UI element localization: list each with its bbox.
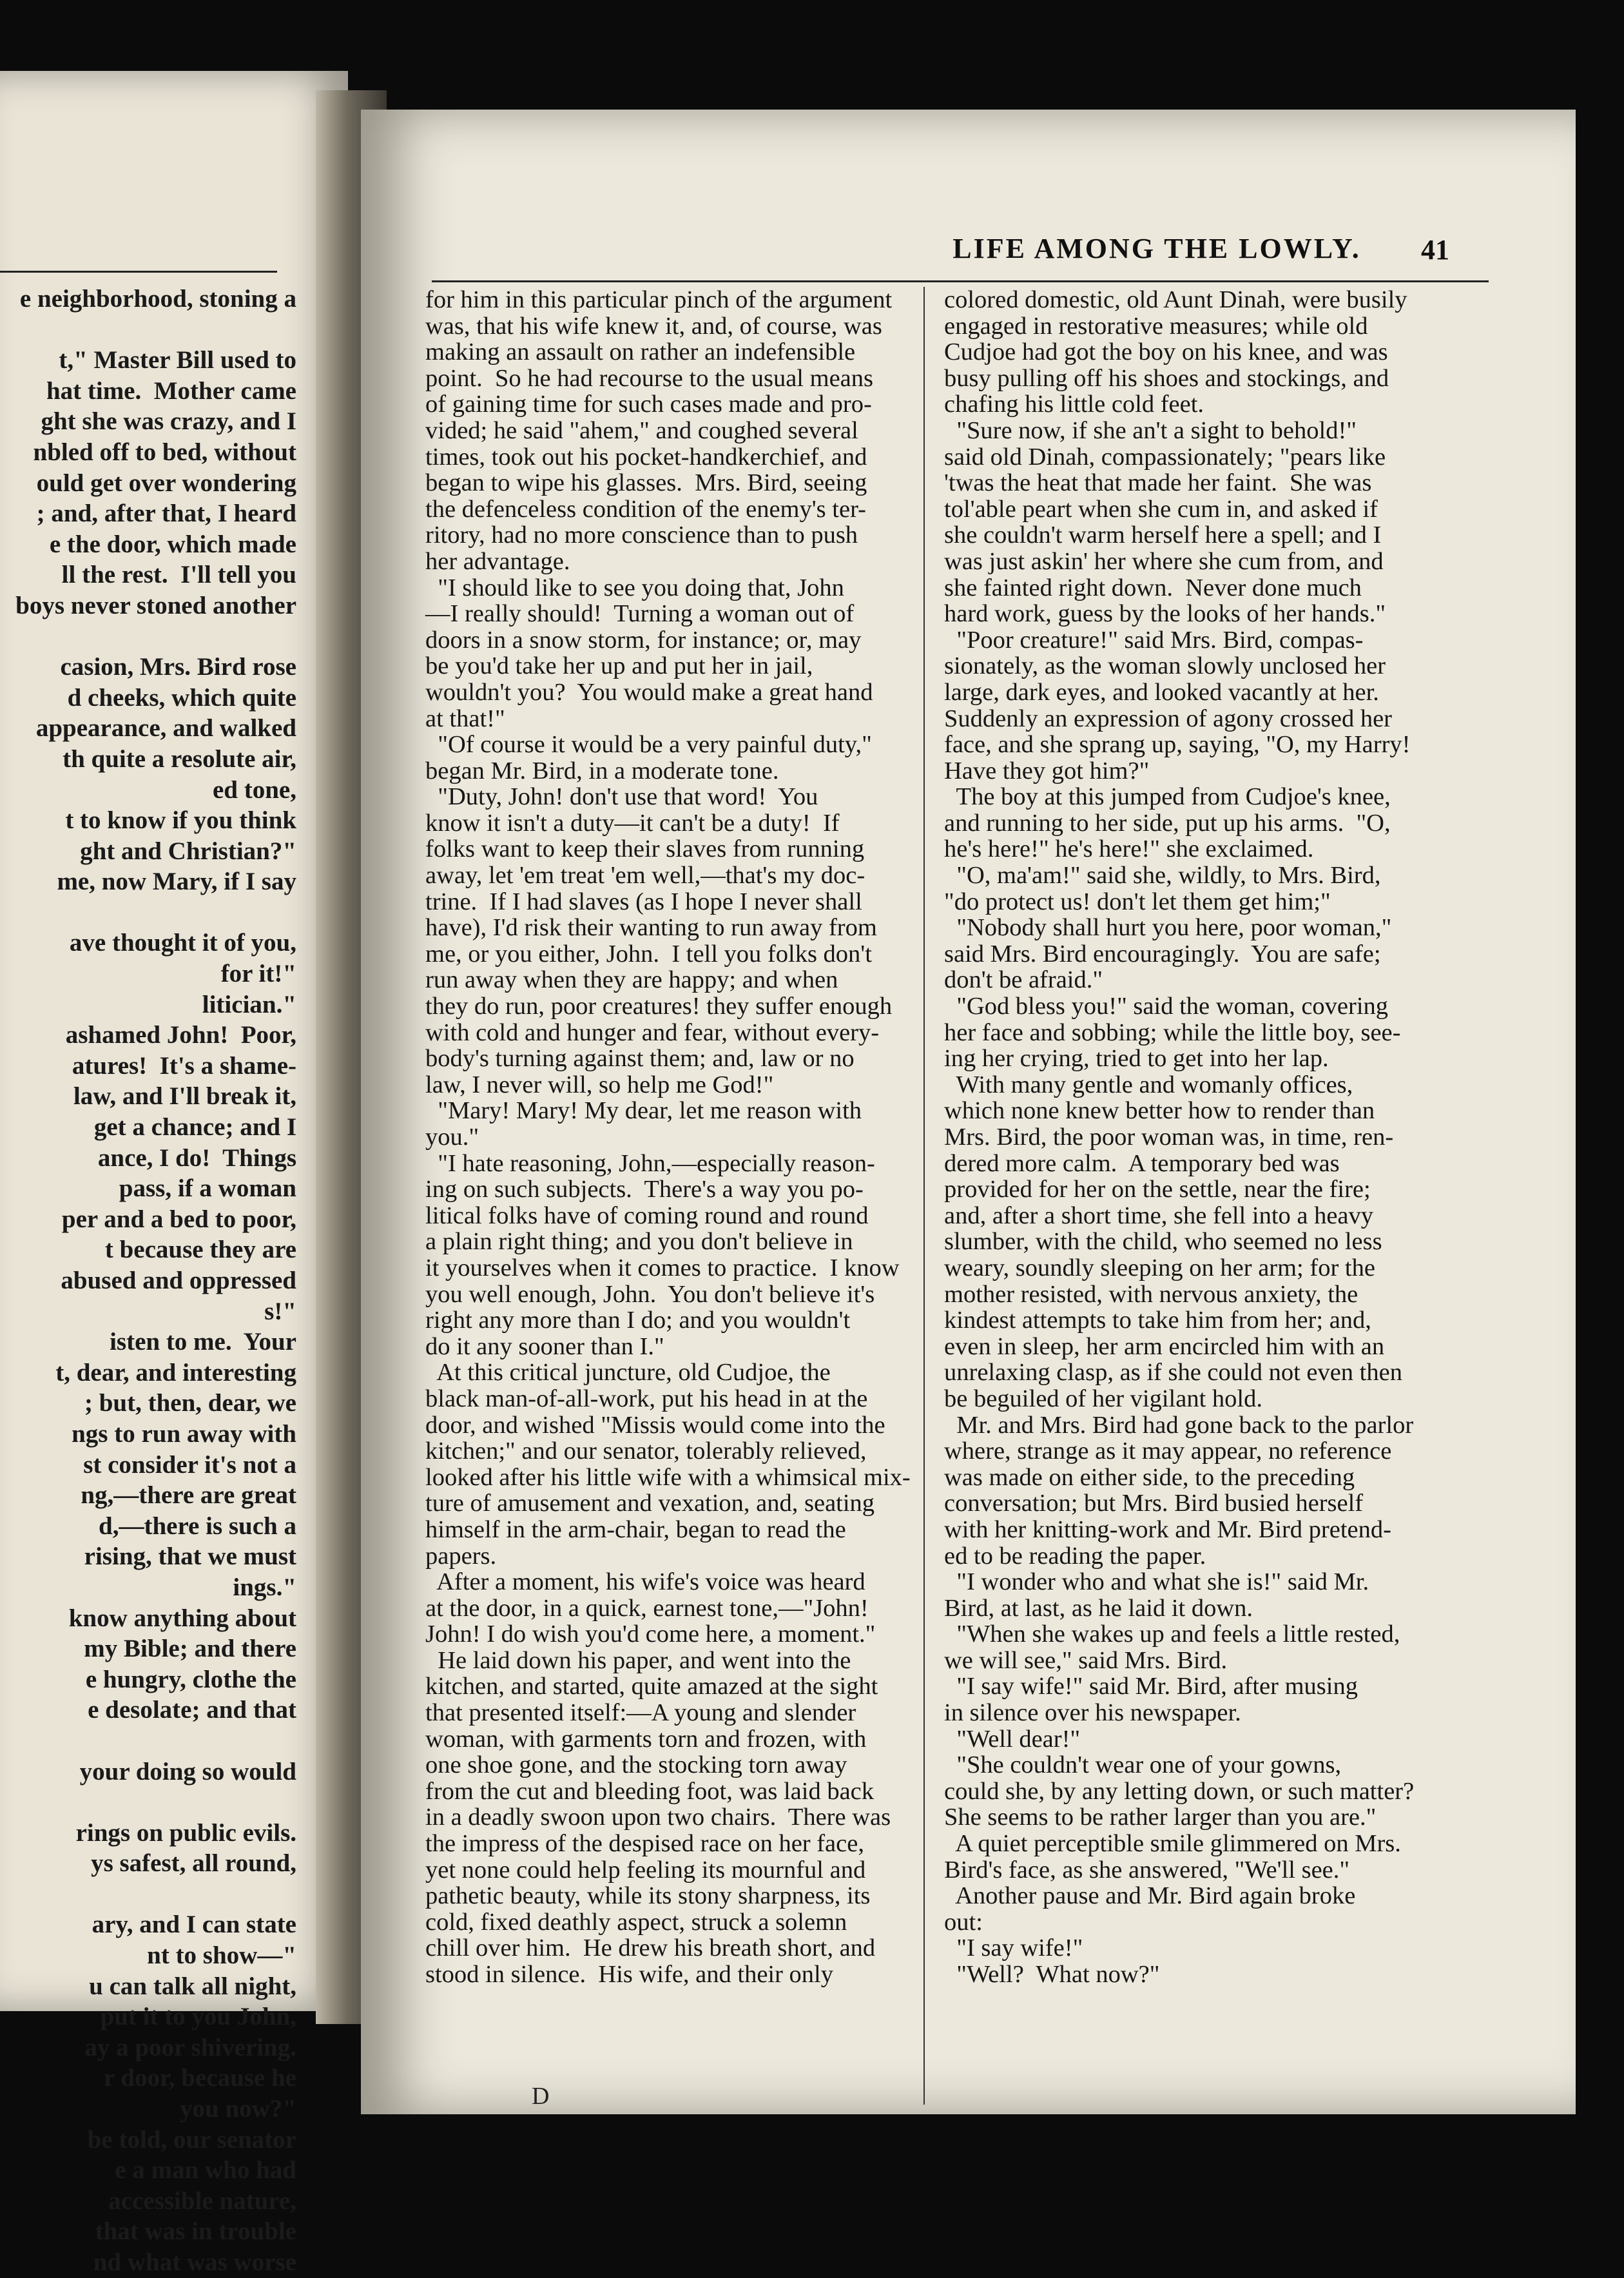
column-2-line: he's here!" he's here!" she exclaimed.: [944, 835, 1314, 863]
left-text-line: litician.": [202, 990, 296, 1018]
column-2-line: don't be afraid.": [944, 966, 1103, 994]
left-text-line: nt to show—": [147, 1942, 296, 1970]
column-1-line: the defenceless condition of the enemy's ter-: [425, 495, 866, 523]
column-2-line: and running to her side, put up his arms. "O,: [944, 809, 1391, 837]
column-2-line: was made on either side, to the preceding: [944, 1463, 1355, 1491]
left-text-line: ght she was crazy, and I: [41, 407, 296, 436]
column-1-line: papers.: [425, 1542, 497, 1570]
column-1-line: law, I never will, so help me God!": [425, 1071, 774, 1098]
left-text-line: law, and I'll break it,: [73, 1082, 296, 1111]
column-1-line: "Mary! Mary! My dear, let me reason with: [425, 1097, 862, 1125]
left-text-line: nbled off to bed, without: [33, 438, 296, 466]
column-2-line: "She couldn't wear one of your gowns,: [944, 1751, 1342, 1779]
column-2-line: mother resisted, with nervous anxiety, the: [944, 1280, 1358, 1308]
left-text-line: ght and Christian?": [80, 837, 296, 865]
column-1-line: began Mr. Bird, in a moderate tone.: [425, 757, 779, 784]
column-1-line: began to wipe his glasses. Mrs. Bird, seeing: [425, 469, 867, 497]
column-2-line: "Well? What now?": [944, 1961, 1160, 1988]
column-2-line: Cudjoe had got the boy on his knee, and was: [944, 338, 1388, 366]
header-rule: [432, 280, 1489, 282]
column-1-line: have), I'd risk their wanting to run away from: [425, 914, 877, 942]
column-1-line: they do run, poor creatures! they suffer enough: [425, 993, 893, 1020]
left-text-line: be told, our senator: [87, 2125, 296, 2154]
column-2-line: where, strange as it may appear, no reference: [944, 1437, 1392, 1465]
column-1-line: for him in this particular pinch of the argument: [425, 286, 893, 313]
column-1-line: himself in the arm-chair, began to read the: [425, 1515, 846, 1543]
column-2-line: Another pause and Mr. Bird again broke: [944, 1882, 1356, 1910]
column-2-line: kindest attempts to take him from her; and,: [944, 1307, 1371, 1334]
left-text-line: abused and oppressed: [61, 1267, 296, 1294]
column-2-line: tol'able peart when she cum in, and asked if: [944, 495, 1378, 523]
column-2-line: Have they got him?": [944, 757, 1150, 784]
column-2-line: slumber, with the child, who seemed no less: [944, 1228, 1382, 1256]
left-text-line: ance, I do! Things: [97, 1144, 296, 1172]
column-1-line: After a moment, his wife's voice was heard: [425, 1568, 865, 1596]
column-2-line: Bird, at last, as he laid it down.: [944, 1594, 1253, 1622]
column-2-line: with her knitting-work and Mr. Bird pretend-: [944, 1515, 1391, 1543]
column-2-line: dered more calm. A temporary bed was: [944, 1149, 1340, 1177]
column-1-line: away, let 'em treat 'em well,—that's my doc-: [425, 862, 865, 890]
column-1-line: know it isn't a duty—it can't be a duty! If: [425, 809, 840, 837]
left-text-line: d,—there is such a: [99, 1512, 296, 1540]
column-1-line: John! I do wish you'd come here, a moment.": [425, 1621, 876, 1648]
column-1-line: with cold and hunger and fear, without every-: [425, 1018, 880, 1046]
left-text-line: u can talk all night,: [89, 1972, 296, 2000]
column-1-line: the impress of the despised race on her face,: [425, 1830, 864, 1858]
left-text-line: th quite a resolute air,: [63, 745, 296, 773]
left-page-text: [0, 284, 296, 2278]
column-divider: [923, 287, 925, 2105]
column-1-line: ing on such subjects. There's a way you po-: [425, 1176, 864, 1203]
left-text-line: ave thought it of you,: [69, 929, 296, 957]
left-text-line: that was in trouble: [95, 2217, 296, 2246]
column-2-line: was just askin' her where she cum from, and: [944, 547, 1384, 575]
column-1-line: ritory, had no more conscience than to push: [425, 521, 858, 549]
column-2-line: said Mrs. Bird encouragingly. You are safe;: [944, 940, 1381, 968]
column-1-line: woman, with garments torn and frozen, with: [425, 1725, 867, 1753]
column-2-line: her face and sobbing; while the little boy, see-: [944, 1018, 1401, 1046]
left-text-line: e hungry, clothe the: [85, 1665, 296, 1693]
column-1-line: vided; he said "ahem," and coughed several: [425, 416, 858, 444]
column-1-line: stood in silence. His wife, and their only: [425, 1961, 833, 1988]
left-text-line: ary, and I can state: [92, 1911, 296, 1939]
left-text-line: know anything about: [68, 1604, 296, 1632]
column-2-line: engaged in restorative measures; while old: [944, 312, 1368, 340]
signature-mark: D: [532, 2083, 550, 2110]
column-1-line: point. So he had recourse to the usual means: [425, 364, 873, 392]
column-1-line: you.": [425, 1124, 479, 1151]
column-1-line: right any more than I do; and you wouldn't: [425, 1307, 851, 1334]
left-text-line: s!": [264, 1297, 296, 1325]
column-2-line: face, and she sprang up, saying, "O, my Harry!: [944, 731, 1411, 759]
column-1-line: wouldn't you? You would make a great hand: [425, 678, 873, 706]
column-1-line: at the door, in a quick, earnest tone,—"John!: [425, 1594, 869, 1622]
left-text-line: ed tone,: [213, 775, 296, 804]
left-text-line: e neighborhood, stoning a: [19, 285, 296, 313]
left-text-line: ys safest, all round,: [91, 1849, 296, 1878]
left-text-line: e the door, which made: [49, 530, 296, 558]
left-text-line: rising, that we must: [84, 1543, 296, 1571]
column-1-line: her advantage.: [425, 547, 570, 575]
column-1-line: at that!": [425, 705, 505, 732]
column-2-line: could she, by any letting down, or such matter?: [944, 1777, 1415, 1805]
column-1-line: "I should like to see you doing that, John: [425, 574, 844, 601]
column-2-line: which none knew better how to render than: [944, 1097, 1375, 1125]
column-2-line: colored domestic, old Aunt Dinah, were busily: [944, 286, 1407, 313]
column-1-line: me, or you either, John. I tell you folks don't: [425, 940, 872, 968]
column-2-line: A quiet perceptible smile glimmered on Mrs.: [944, 1830, 1401, 1858]
column-1-line: times, took out his pocket-handkerchief, and: [425, 443, 867, 471]
column-2-line: ing her crying, tried to get into her lap.: [944, 1045, 1329, 1073]
column-2-line: provided for her on the settle, near the fire;: [944, 1176, 1371, 1203]
column-1-line: yet none could help feeling its mournful and: [425, 1856, 866, 1884]
column-2-line: be beguiled of her vigilant hold.: [944, 1385, 1262, 1412]
left-text-line: t to know if you think: [65, 806, 296, 835]
left-text-line: d cheeks, which quite: [67, 683, 296, 712]
column-2-line: "I say wife!" said Mr. Bird, after musing: [944, 1673, 1358, 1700]
column-1-line: was, that his wife knew it, and, of course, was: [425, 312, 882, 340]
column-2-line: hard work, guess by the looks of her hands.": [944, 600, 1386, 628]
column-1-line: be you'd take her up and put her in jail,: [425, 652, 813, 680]
text-column-2: [944, 287, 1427, 1988]
left-page-rule: [0, 271, 277, 273]
left-text-line: ngs to run away with: [72, 1419, 296, 1448]
column-2-line: weary, soundly sleeping on her arm; for the: [944, 1254, 1375, 1281]
column-2-line: conversation; but Mrs. Bird busied herself: [944, 1490, 1364, 1517]
left-text-line: ; and, after that, I heard: [36, 500, 296, 528]
column-1-line: "Duty, John! don't use that word! You: [425, 783, 818, 811]
column-1-line: kitchen;" and our senator, tolerably relieved,: [425, 1437, 867, 1465]
column-2-line: ed to be reading the paper.: [944, 1542, 1206, 1570]
left-text-line: [0, 897, 296, 928]
column-1-line: a plain right thing; and you don't believe in: [425, 1228, 853, 1256]
left-text-line: rings on public evils.: [75, 1818, 296, 1847]
column-2-line: she fainted right down. Never done much: [944, 574, 1362, 601]
left-text-line: atures! It's a shame-: [72, 1051, 296, 1080]
running-head: LIFE AMONG THE LOWLY.: [952, 233, 1361, 264]
column-1-line: black man-of-all-work, put his head in at the: [425, 1385, 868, 1412]
column-2-line: even in sleep, her arm encircled him with an: [944, 1332, 1385, 1360]
left-text-line: hat time. Mother came: [46, 376, 296, 405]
column-1-line: folks want to keep their slaves from running: [425, 835, 865, 863]
column-1-line: one shoe gone, and the stocking torn away: [425, 1751, 847, 1779]
left-text-line: ay a poor shivering.: [84, 2033, 296, 2061]
column-1-line: run away when they are happy; and when: [425, 966, 838, 994]
left-text-line: ll the rest. I'll tell you: [61, 561, 296, 589]
left-text-line: t," Master Bill used to: [59, 346, 296, 375]
column-1-line: it yourselves when it comes to practice. I know: [425, 1254, 900, 1281]
left-text-line: ings.": [233, 1573, 296, 1601]
column-2-line: she couldn't warm herself here a spell; and I: [944, 521, 1382, 549]
page-number: 41: [1421, 234, 1449, 266]
left-text-line: ng,—there are great: [81, 1481, 296, 1510]
left-text-line: your doing so would: [79, 1757, 296, 1786]
column-2-line: Mrs. Bird, the poor woman was, in time, ren-: [944, 1124, 1394, 1151]
left-text-line: for it!": [220, 960, 296, 988]
left-text-line: appearance, and walked: [35, 714, 296, 743]
left-text-line: you now?": [180, 2095, 296, 2123]
column-2-line: out:: [944, 1908, 983, 1936]
column-2-line: 'twas the heat that made her faint. She was: [944, 469, 1372, 497]
left-text-line: me, now Mary, if I say: [57, 868, 296, 896]
left-text-line: ; but, then, dear, we: [84, 1389, 296, 1417]
left-text-line: casion, Mrs. Bird rose: [60, 653, 296, 681]
column-2-line: Bird's face, as she answered, "We'll see.": [944, 1856, 1350, 1884]
column-2-line: and, after a short time, she fell into a heavy: [944, 1202, 1374, 1229]
column-2-line: sionately, as the woman slowly unclosed her: [944, 652, 1386, 680]
column-2-line: The boy at this jumped from Cudjoe's knee,: [944, 783, 1391, 811]
left-text-line: [0, 621, 296, 652]
column-2-line: She seems to be rather larger than you are.": [944, 1804, 1377, 1831]
column-2-line: large, dark eyes, and looked vacantly at her.: [944, 678, 1379, 706]
column-2-line: "Nobody shall hurt you here, poor woman,": [944, 914, 1392, 942]
column-1-line: "I hate reasoning, John,—especially reason-: [425, 1149, 875, 1177]
column-2-line: "do protect us! don't let them get him;": [944, 888, 1331, 915]
column-1-line: you well enough, John. You don't believe it's: [425, 1280, 875, 1308]
column-2-line: we will see," said Mrs. Bird.: [944, 1646, 1228, 1674]
column-1-line: trine. If I had slaves (as I hope I never shall: [425, 888, 862, 915]
column-2-line: in silence over his newspaper.: [944, 1699, 1241, 1727]
left-text-line: [0, 1787, 296, 1818]
left-text-line: [0, 1879, 296, 1910]
column-1-line: "Of course it would be a very painful duty,": [425, 731, 872, 759]
column-1-line: pathetic beauty, while its stony sharpness, its: [425, 1882, 871, 1910]
column-1-line: making an assault on rather an indefensible: [425, 338, 856, 366]
left-text-line: e desolate; and that: [88, 1696, 296, 1724]
column-2-line: unrelaxing clasp, as if she could not even then: [944, 1359, 1402, 1387]
left-text-line: ashamed John! Poor,: [65, 1021, 296, 1049]
column-2-line: "When she wakes up and feels a little rested,: [944, 1621, 1400, 1648]
column-1-line: litical folks have of coming round and round: [425, 1202, 869, 1229]
column-2-line: said old Dinah, compassionately; "pears like: [944, 443, 1386, 471]
left-text-line: boys never stoned another: [15, 591, 296, 619]
column-2-line: With many gentle and womanly offices,: [944, 1071, 1353, 1098]
column-1-line: He laid down his paper, and went into the: [425, 1646, 851, 1674]
left-text-line: st consider it's not a: [83, 1450, 296, 1479]
left-text-line: isten to me. Your: [110, 1328, 296, 1356]
left-text-line: t because they are: [104, 1236, 296, 1264]
left-text-line: my Bible; and there: [84, 1635, 296, 1663]
column-1-line: —I really should! Turning a woman out of: [425, 600, 855, 628]
column-2-line: busy pulling off his shoes and stockings, and: [944, 364, 1389, 392]
column-1-line: chill over him. He drew his breath short, and: [425, 1934, 876, 1962]
column-2-line: Mr. and Mrs. Bird had gone back to the parlor: [944, 1411, 1414, 1439]
left-text-line: pass, if a woman: [119, 1174, 296, 1203]
column-2-line: "God bless you!" said the woman, covering: [944, 993, 1389, 1020]
column-2-line: "Sure now, if she an't a sight to behold!": [944, 416, 1357, 444]
left-text-line: put it to you John,: [100, 2003, 296, 2031]
left-text-line: per and a bed to poor,: [61, 1205, 296, 1233]
column-2-line: "I say wife!": [944, 1934, 1083, 1962]
left-text-line: e a man who had: [115, 2156, 296, 2185]
column-2-line: "Poor creature!" said Mrs. Bird, compas-: [944, 626, 1364, 654]
left-text-line: [0, 1726, 296, 1757]
column-2-line: Suddenly an expression of agony crossed her: [944, 705, 1392, 732]
left-text-line: get a chance; and I: [93, 1113, 296, 1142]
column-2-line: chafing his little cold feet.: [944, 391, 1204, 418]
column-1-line: of gaining time for such cases made and pro-: [425, 391, 872, 418]
column-1-line: ture of amusement and vexation, and, seating: [425, 1490, 875, 1517]
column-1-line: do it any sooner than I.": [425, 1332, 664, 1360]
column-1-line: At this critical juncture, old Cudjoe, the: [425, 1359, 831, 1387]
column-2-line: "Well dear!": [944, 1725, 1081, 1753]
column-1-line: looked after his little wife with a whimsical mix-: [425, 1463, 911, 1491]
left-text-line: r door, because he: [103, 2064, 296, 2092]
right-page: [361, 110, 1576, 2114]
left-text-line: [0, 315, 296, 346]
column-1-line: kitchen, and started, quite amazed at the sight: [425, 1673, 878, 1700]
column-1-line: cold, fixed deathly aspect, struck a solemn: [425, 1908, 847, 1936]
left-text-line: ould get over wondering: [36, 469, 296, 497]
column-1-line: in a deadly swoon upon two chairs. There was: [425, 1804, 891, 1831]
column-1-line: doors in a snow storm, for instance; or, may: [425, 626, 862, 654]
left-text-line: nd what was worse: [93, 2248, 296, 2276]
left-text-line: t, dear, and interesting: [55, 1358, 296, 1387]
column-2-line: "I wonder who and what she is!" said Mr.: [944, 1568, 1369, 1596]
column-2-line: "O, ma'am!" said she, wildly, to Mrs. Bird,: [944, 862, 1381, 890]
left-text-line: accessible nature,: [108, 2186, 296, 2215]
column-1-line: that presented itself:—A young and slender: [425, 1699, 856, 1727]
left-page-fragment: [0, 71, 348, 2276]
column-1-line: door, and wished "Missis would come into the: [425, 1411, 885, 1439]
column-1-line: from the cut and bleeding foot, was laid back: [425, 1777, 874, 1805]
text-column-1: [425, 287, 909, 1988]
column-1-line: body's turning against them; and, law or no: [425, 1045, 855, 1073]
